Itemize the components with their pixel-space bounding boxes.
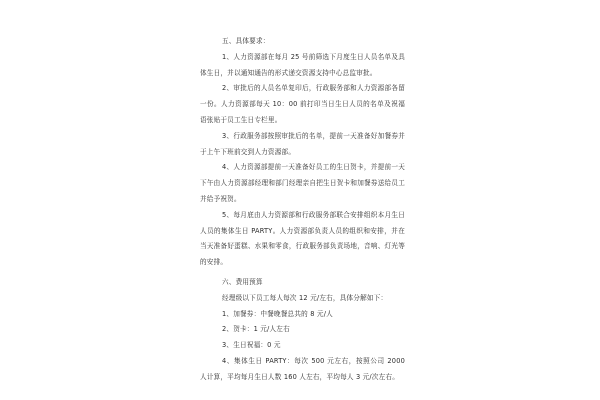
paragraph-requirement-5: 5、每月底由人力资源部和行政服务部联合安排组织本月生日人员的集体生日 PARTY。人力资源部负责人员的组织和安排，并在当天准备好蛋糕、水果和零食，行政服务部负责场地，音响、灯光等的安排。 bbox=[200, 210, 405, 267]
paragraph-budget-party: 4、集体生日 PARTY：每次 500 元左右，按照公司 2000 人计算，平均每月生日人数 160 人左右，平均每人 3 元/次左右。 bbox=[200, 356, 405, 381]
section-heading-budget: 六、费用预算 bbox=[222, 277, 263, 286]
paragraph-requirement-3: 3、行政服务部按照审批后的名单，提前一天准备好加餐券并于上午下班前交到人力资源部。 bbox=[200, 131, 405, 156]
section-heading-requirements: 五、具体要求： bbox=[222, 37, 270, 45]
paragraph-requirement-2: 2、审批后的人员名单复印后，行政服务部和人力资源部各留一份。人力资源部每天 10：00 前打印当日生日人员的名单及祝福语张贴于员工生日专栏里。 bbox=[200, 84, 405, 124]
paragraph-budget-card: 2、贺卡：1 元/人左右 bbox=[222, 325, 290, 334]
document-body bbox=[200, 34, 405, 386]
paragraph-budget-meal: 1、加餐券：中餐晚餐总共的 8 元/人 bbox=[222, 309, 333, 318]
paragraph-requirement-4: 4、人力资源部提前一天准备好员工的生日贺卡，并提前一天下午由人力资源部经理和部门经理亲自把生日贺卡和加餐券送给员工并给予祝贺。 bbox=[200, 163, 405, 203]
paragraph-budget-intro: 经理级以下员工每人每次 12 元/左右，具体分解如下： bbox=[222, 293, 388, 302]
paragraph-requirement-1: 1、人力资源部在每月 25 号前筛选下月度生日人员名单及具体生日，并以通知通告的形式递交资源支持中心总监审批。 bbox=[200, 52, 405, 77]
paragraph-budget-wishes: 3、生日祝福：0 元 bbox=[222, 341, 281, 350]
